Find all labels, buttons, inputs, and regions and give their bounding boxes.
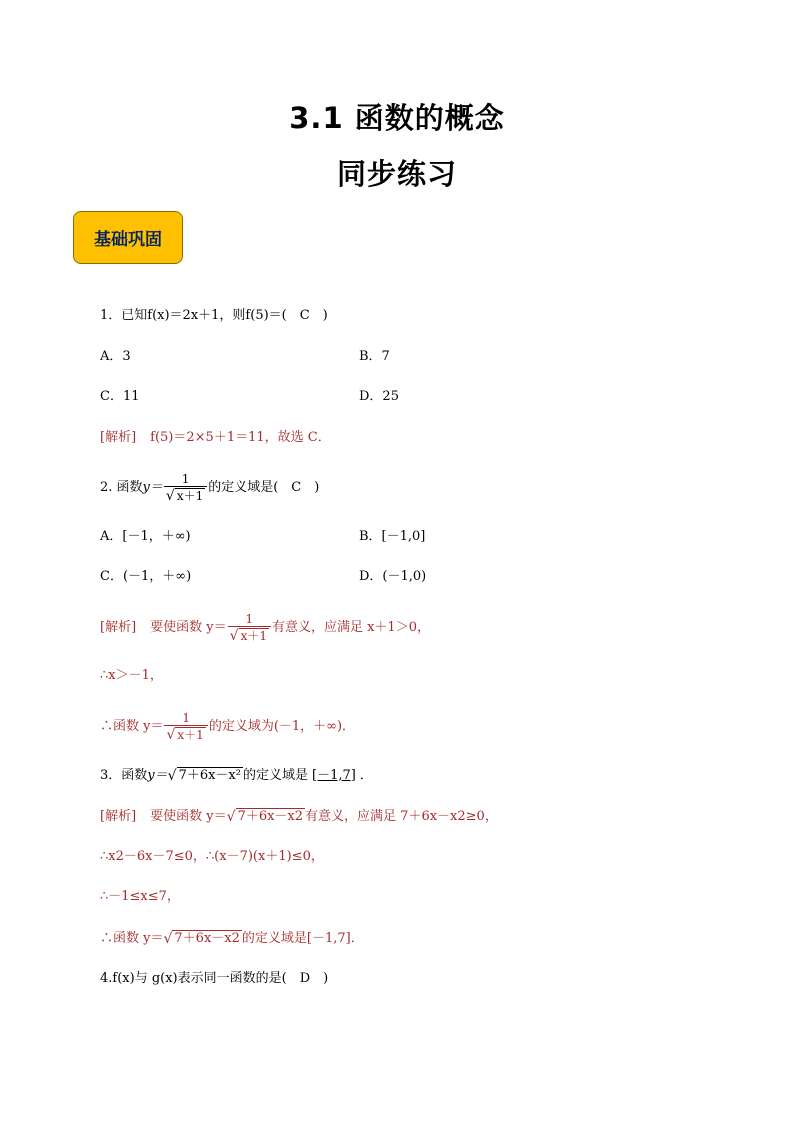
q2-stem-post: 的定义域是( C ) (208, 479, 320, 495)
sqrt-icon: √ (167, 767, 177, 784)
q3-y-eq: y＝ (147, 767, 168, 783)
q3-solution-2: ∴x2－6x－7≤0，∴(x－7)(x＋1)≤0， (100, 849, 324, 864)
q2-solution-3 (100, 711, 355, 742)
section-badge: 基础巩固 (73, 211, 183, 264)
q2-solution-1-radicand: x＋1 (240, 629, 267, 643)
q3-solution-4-pre: ∴函数 y＝ (100, 930, 164, 946)
q2-fraction (164, 472, 207, 503)
q2-solution-1-fraction (228, 612, 271, 643)
q1-option-d: D．25 (359, 389, 399, 404)
q1-option-a: A．3 (100, 349, 131, 364)
q1-option-c: C．11 (100, 389, 140, 404)
q3-solution-1-radical (227, 808, 305, 825)
q2-y-eq: y＝ (142, 479, 163, 495)
q3-stem-pre: 3．函数 (100, 767, 148, 783)
q1-solution (100, 430, 331, 446)
q2-stem-pre: 2. 函数 (100, 479, 143, 495)
sqrt-icon: √ (229, 627, 239, 644)
q3-solution-4 (100, 930, 364, 947)
q3-solution-tag: [解析] (100, 808, 137, 824)
q2-solution-1-pre: 要使函数 y＝ (150, 619, 227, 635)
q2-option-b: B．[－1,0] (359, 529, 426, 544)
q3-solution-4-radical (163, 930, 241, 947)
q1-stem: 1．已知f(x)＝2x＋1，则f(5)＝( C ) (100, 308, 328, 323)
q3-radical (168, 767, 243, 784)
q2-fraction-den (164, 486, 207, 503)
q2-solution-3-pre: ∴函数 y＝ (100, 718, 164, 734)
q3-solution-1-pre: 要使函数 y＝ (150, 808, 227, 824)
sqrt-icon: √ (226, 808, 236, 825)
q2-solution-3-num: 1 (182, 711, 190, 725)
q2-solution-3-radicand: x＋1 (177, 728, 204, 742)
sqrt-icon: √ (165, 487, 175, 504)
q3-answer-blank: [－1,7] (312, 767, 356, 783)
q3-solution-1-post: 有意义，应满足 7＋6x－x2≥0， (305, 808, 498, 824)
q3-solution-4-post: 的定义域是[－1,7]． (241, 930, 364, 946)
q2-solution-3-post: 的定义域为(－1，＋∞)． (208, 718, 356, 734)
q2-solution-1-den (228, 626, 271, 643)
q2-radicand: x＋1 (176, 489, 204, 503)
q3-stem-post: ． (359, 767, 373, 783)
page-subtitle: 同步练习 (336, 157, 457, 191)
q2-solution-1 (100, 612, 430, 643)
q2-option-c: C．(－1，＋∞) (100, 569, 192, 584)
q3-solution-3: ∴－1≤x≤7， (100, 889, 180, 904)
sqrt-icon: √ (166, 726, 176, 743)
q2-fraction-num: 1 (181, 472, 190, 486)
q2-option-a: A．[－1，＋∞) (100, 529, 191, 544)
q2-solution-tag: [解析] (100, 619, 137, 635)
q2-option-d: D．(－1,0) (359, 569, 427, 584)
q3-stem (100, 767, 373, 784)
q3-solution-4-radicand: 7＋6x－x2 (174, 931, 240, 946)
page-title: 3.1 函数的概念 (289, 101, 505, 135)
q1-solution-tag: [解析] (100, 430, 137, 445)
q2-solution-2: ∴x＞－1， (100, 668, 163, 683)
q3-solution-1-radicand: 7＋6x－x2 (237, 809, 304, 824)
sqrt-icon: √ (163, 930, 173, 947)
q2-solution-3-fraction (164, 711, 207, 742)
q1-solution-text: f(5)＝2×5＋1＝11，故选 C． (150, 430, 331, 445)
q3-solution-1 (100, 808, 498, 825)
q2-solution-3-den (164, 725, 207, 742)
q2-stem (100, 472, 319, 503)
q3-stem-mid: 的定义域是 (242, 767, 308, 783)
q2-solution-1-num: 1 (245, 612, 254, 626)
q3-radicand: 7＋6x－x² (178, 768, 241, 783)
q4-stem: 4.f(x)与 g(x)表示同一函数的是( D ) (100, 971, 329, 986)
q2-solution-1-post: 有意义，应满足 x＋1＞0， (271, 619, 430, 635)
q1-option-b: B．7 (359, 349, 390, 364)
